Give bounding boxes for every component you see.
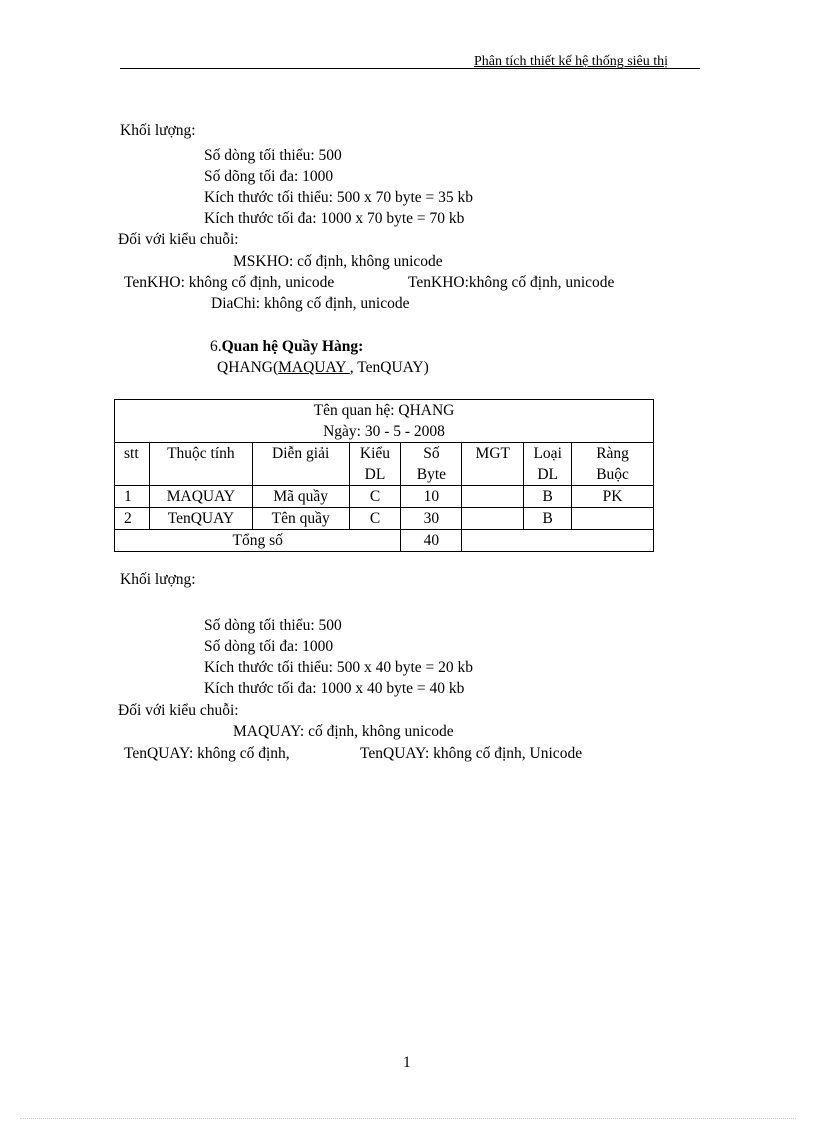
cell-bytes: 30 — [401, 508, 462, 530]
header-kind-1: Loại — [533, 445, 562, 462]
cell-data-type: C — [349, 486, 401, 508]
max-size-text: Kích thước tối đa: 1000 x 70 byte = 70 kb — [204, 210, 465, 227]
table-row — [115, 486, 654, 508]
volume-label: Khối lượng: — [120, 122, 196, 139]
string-type-label-2: Đối với kiểu chuỗi: — [118, 702, 239, 719]
diachi-text: DiaChi: không cố định, unicode — [211, 295, 410, 312]
page-bottom-edge — [20, 1118, 796, 1119]
relation-schema — [217, 360, 429, 376]
table-title-row — [115, 400, 654, 443]
cell-description: Mã quầy — [252, 486, 349, 508]
header-data-type-1: Kiểu — [359, 445, 391, 462]
string-type-label: Đối với kiểu chuỗi: — [118, 231, 239, 248]
header-mgt: MGT — [462, 443, 524, 486]
header-kind — [524, 443, 572, 486]
header-bytes — [401, 443, 462, 486]
tenquay-text-b: TenQUAY: không cố định, Unicode — [360, 745, 583, 762]
cell-mgt — [462, 508, 524, 530]
tenkho-text-a: TenKHO: không cố định, unicode — [124, 274, 335, 291]
header-rule — [120, 68, 700, 69]
total-value: 40 — [401, 530, 462, 552]
table-title-cell — [115, 400, 654, 443]
tenkho-text-b: TenKHO:không cố định, unicode — [408, 274, 615, 291]
cell-attribute: MAQUAY — [149, 486, 252, 508]
header-bytes-2: Byte — [416, 466, 447, 483]
header-data-type — [349, 443, 401, 486]
header-constraint — [572, 443, 654, 486]
cell-mgt — [462, 486, 524, 508]
min-rows-text-2: Số dòng tối thiểu: 500 — [204, 617, 342, 634]
schema-key: MAQUAY — [278, 359, 350, 376]
header-attribute: Thuộc tính — [149, 443, 252, 486]
schema-prefix: QHANG( — [217, 359, 279, 376]
total-label: Tổng số — [115, 530, 401, 552]
section-heading-text: Quan hệ Quầy Hàng: — [221, 338, 364, 355]
cell-kind: B — [524, 486, 572, 508]
page-header-title: Phân tích thiết kế hệ thống siêu thị — [474, 54, 669, 69]
max-size-text-2: Kích thước tối đa: 1000 x 40 byte = 40 kb — [204, 680, 465, 697]
section-heading — [210, 339, 363, 355]
header-constraint-1: Ràng — [596, 445, 629, 462]
schema-suffix: , TenQUAY) — [349, 359, 429, 376]
total-empty — [462, 530, 654, 552]
table-title: Tên quan hệ: QHANG — [313, 402, 455, 419]
cell-data-type: C — [349, 508, 401, 530]
min-rows-text: Số dòng tối thiểu: 500 — [204, 147, 342, 164]
maquay-text: MAQUAY: cố định, không unicode — [233, 723, 454, 740]
cell-stt: 2 — [115, 508, 150, 530]
table-date: Ngày: 30 - 5 - 2008 — [323, 423, 445, 440]
header-data-type-2: DL — [364, 466, 386, 483]
header-bytes-1: Số — [423, 445, 440, 462]
header-constraint-2: Buộc — [596, 466, 629, 483]
volume-label-2: Khối lượng: — [120, 571, 196, 588]
table-row — [115, 508, 654, 530]
cell-constraint — [572, 508, 654, 530]
table-total-row — [115, 530, 654, 552]
mskho-text: MSKHO: cố định, không unicode — [233, 253, 443, 270]
page-number: 1 — [403, 1054, 411, 1071]
cell-kind: B — [524, 508, 572, 530]
cell-attribute: TenQUAY — [149, 508, 252, 530]
header-description: Diễn giải — [252, 443, 349, 486]
section-heading-number: 6. — [210, 338, 222, 355]
relation-table — [114, 399, 654, 552]
min-size-text: Kích thước tối thiểu: 500 x 70 byte = 35 kb — [204, 189, 474, 206]
tenquay-text-a: TenQUAY: không cố định, — [124, 745, 290, 762]
cell-constraint: PK — [572, 486, 654, 508]
header-kind-2: DL — [537, 466, 559, 483]
max-rows-text-2: Số dòng tối đa: 1000 — [204, 638, 334, 655]
cell-bytes: 10 — [401, 486, 462, 508]
table-header-row — [115, 443, 654, 486]
header-stt: stt — [115, 443, 150, 486]
max-rows-text: Số dõng tối đa: 1000 — [204, 168, 334, 185]
cell-stt: 1 — [115, 486, 150, 508]
cell-description: Tên quầy — [252, 508, 349, 530]
min-size-text-2: Kích thước tối thiểu: 500 x 40 byte = 20 kb — [204, 659, 474, 676]
